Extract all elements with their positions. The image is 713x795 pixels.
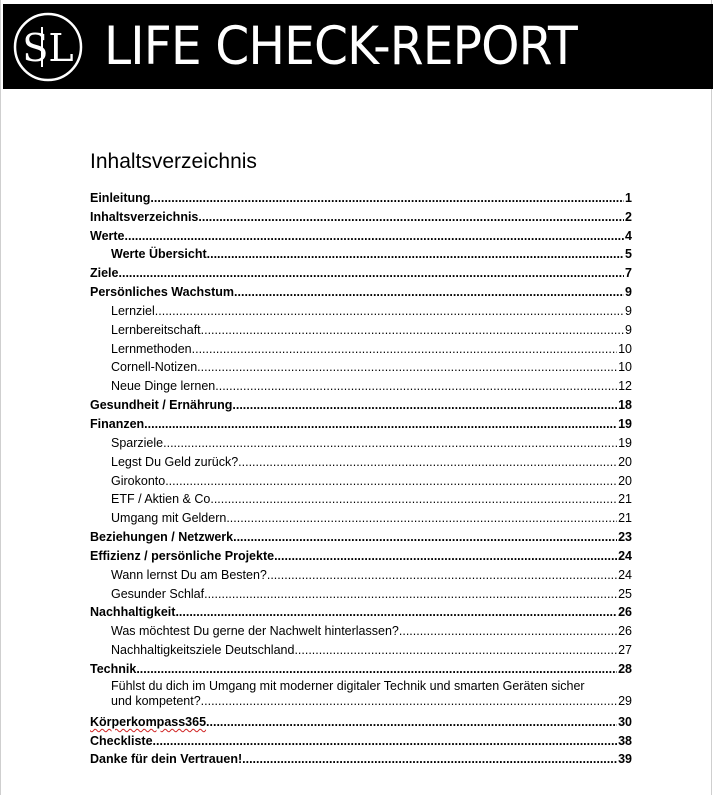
toc-subentry[interactable]: Fühlst du dich im Umgang mit moderner digitaler Technik und smarten Geräten sicher und kompetent? ..... 29 bbox=[90, 679, 632, 711]
svg-text:SL: SL bbox=[22, 25, 74, 70]
toc-subentry[interactable]: Neue Dinge lernen ..... 12 bbox=[90, 375, 632, 394]
toc-subentry[interactable]: Legst Du Geld zurück? ..... 20 bbox=[90, 451, 632, 470]
toc-subentry[interactable]: ETF / Aktien & Co ..... 21 bbox=[90, 489, 632, 508]
toc-subentry[interactable]: Umgang mit Geldern ..... 21 bbox=[90, 507, 632, 526]
report-title: LIFE CHECK-REPORT bbox=[104, 16, 577, 77]
toc-subentry[interactable]: Gesunder Schlaf ..... 25 bbox=[90, 583, 632, 602]
toc-subentry[interactable]: Nachhaltigkeitsziele Deutschland ..... 27 bbox=[90, 639, 632, 658]
toc-subentry[interactable]: Lernziel ..... 9 bbox=[90, 300, 632, 319]
toc-entry[interactable]: Technik ..... 28 bbox=[90, 658, 632, 677]
toc-entry[interactable]: Checkliste ..... 38 bbox=[90, 730, 632, 749]
toc-subentry[interactable]: Cornell-Notizen ..... 10 bbox=[90, 357, 632, 376]
toc-entry[interactable]: Nachhaltigkeit ..... 26 bbox=[90, 602, 632, 621]
toc-entry[interactable]: Einleitung ..... 1 bbox=[90, 187, 632, 206]
toc-entry[interactable]: Körperkompass365 ..... 30 bbox=[90, 711, 632, 730]
toc-subentry[interactable]: Girokonto ..... 20 bbox=[90, 470, 632, 489]
toc-entry[interactable]: Effizienz / persönliche Projekte ..... 24 bbox=[90, 545, 632, 564]
toc-subentry[interactable]: Wann lernst Du am Besten? ..... 24 bbox=[90, 564, 632, 583]
toc-entry[interactable]: Gesundheit / Ernährung ..... 18 bbox=[90, 394, 632, 413]
toc-subentry[interactable]: Was möchtest Du gerne der Nachwelt hinterlassen? ..... 26 bbox=[90, 620, 632, 639]
toc-entry[interactable]: Inhaltsverzeichnis ..... 2 bbox=[90, 206, 632, 225]
header-banner bbox=[3, 4, 713, 89]
toc-entry[interactable]: Werte ..... 4 bbox=[90, 225, 632, 244]
toc-heading: Inhaltsverzeichnis bbox=[90, 150, 257, 173]
sl-logo-icon bbox=[12, 11, 84, 83]
toc-subentry[interactable]: Sparziele ..... 19 bbox=[90, 432, 632, 451]
toc-entry[interactable]: Persönliches Wachstum ..... 9 bbox=[90, 281, 632, 300]
toc-subentry[interactable]: Werte Übersicht ..... 5 bbox=[90, 244, 632, 263]
toc-entry[interactable]: Ziele ..... 7 bbox=[90, 262, 632, 281]
table-of-contents bbox=[90, 187, 632, 767]
toc-entry[interactable]: Danke für dein Vertrauen! ..... 39 bbox=[90, 749, 632, 768]
toc-subentry[interactable]: Lernbereitschaft ..... 9 bbox=[90, 319, 632, 338]
toc-subentry[interactable]: Lernmethoden ..... 10 bbox=[90, 338, 632, 357]
toc-entry[interactable]: Finanzen ..... 19 bbox=[90, 413, 632, 432]
toc-entry[interactable]: Beziehungen / Netzwerk ..... 23 bbox=[90, 526, 632, 545]
